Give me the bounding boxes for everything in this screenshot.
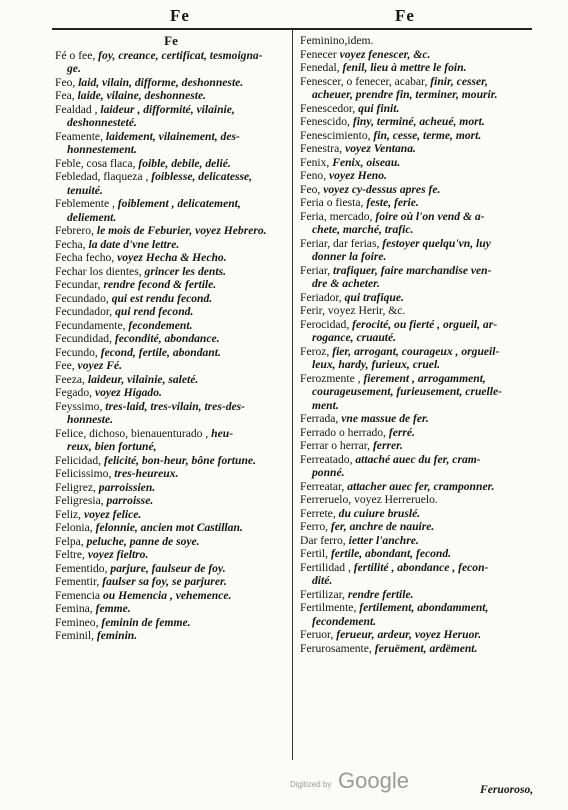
french-definition: felonnie, ancien mot Castillan. — [95, 521, 243, 534]
french-definition: faulser sa foy, se parjurer. — [102, 575, 227, 588]
spanish-headword: Feliz, — [55, 507, 82, 521]
column-divider — [292, 30, 293, 760]
spanish-headword: Feroz, — [300, 344, 330, 358]
french-definition: ferré. — [388, 425, 415, 439]
dictionary-entry — [300, 520, 538, 534]
spanish-headword: Feligresia, — [55, 494, 104, 507]
french-definition: du cuiure bruslé. — [338, 506, 421, 520]
french-definition: feminin. — [96, 629, 138, 642]
dictionary-entry — [300, 412, 538, 426]
french-definition: rogance, cruauté. — [312, 331, 397, 344]
french-definition: vne massue de fer. — [341, 412, 429, 425]
french-definition: peluche, panne de soye. — [86, 534, 200, 548]
french-definition: laideur , difformité, vilainie, — [100, 102, 235, 116]
dictionary-entry — [300, 183, 538, 197]
french-definition: voyez Heno. — [329, 169, 387, 182]
french-definition: tenuité. — [67, 183, 103, 197]
dictionary-entry — [55, 400, 287, 414]
french-definition: laide, vilaine, deshonneste. — [77, 89, 207, 102]
entry-continuation — [55, 440, 287, 454]
french-definition: Fenix, oiseau. — [332, 155, 401, 169]
entry-continuation — [300, 615, 538, 629]
french-definition: foy, creance, certificat, tesmoigna- — [98, 48, 263, 62]
spanish-headword: Felonia, — [55, 521, 93, 534]
french-definition: la date d'vne lettre. — [88, 237, 180, 251]
dictionary-entry — [300, 34, 538, 48]
dictionary-entry — [55, 548, 287, 562]
dictionary-entry — [300, 142, 538, 156]
dictionary-entry — [55, 251, 287, 265]
dictionary-entry — [300, 507, 538, 521]
french-definition: ietter l'anchre. — [348, 533, 419, 547]
spanish-headword: Feminino,idem. — [300, 34, 374, 47]
french-definition: ment. — [312, 398, 339, 412]
dictionary-entry — [55, 49, 287, 63]
spanish-headword: Fealdad , — [55, 102, 98, 116]
spanish-headword: Ferurosamente, — [300, 641, 372, 655]
spanish-headword: Feeza, — [55, 372, 85, 386]
dictionary-entry — [55, 359, 287, 373]
dictionary-entry — [300, 561, 538, 575]
dictionary-entry — [300, 480, 538, 494]
dictionary-entry — [300, 48, 538, 62]
spanish-headword: Felpa, — [55, 534, 84, 548]
spanish-headword: Feriar, dar ferias, — [300, 236, 380, 250]
french-definition: feruëment, ardëment. — [374, 641, 478, 655]
dictionary-entry — [300, 534, 538, 548]
french-definition: fertilement, abondamment, — [359, 601, 489, 614]
dictionary-entry — [55, 602, 287, 616]
dictionary-entry — [300, 601, 538, 615]
french-definition: finir, cesser, — [430, 74, 488, 88]
french-definition: foire où l'on vend & a- — [375, 209, 485, 223]
french-definition: attaché auec du fer, cram- — [355, 452, 481, 466]
spanish-headword: Febrero, — [55, 224, 94, 237]
spanish-headword: Ferro, — [300, 520, 329, 533]
french-definition: voyez fenescer, &c. — [339, 47, 431, 61]
dictionary-entry — [300, 264, 538, 278]
spanish-headword: Feyssimo, — [55, 399, 103, 413]
french-definition: voyez Higado. — [94, 386, 162, 399]
french-definition: ferocité, ou fierté , orgueil, ar- — [352, 317, 498, 331]
spanish-headword: Feltre, — [55, 548, 85, 561]
left-column — [55, 34, 287, 643]
dictionary-entry — [300, 318, 538, 332]
french-definition: finy, terminé, acheué, mort. — [352, 115, 485, 128]
spanish-headword: Fertil, — [300, 547, 329, 560]
french-definition: chete, marché, trafic. — [312, 223, 414, 236]
french-definition: tres-heureux. — [114, 467, 179, 480]
entry-continuation — [300, 399, 538, 413]
french-definition: dité. — [312, 574, 333, 587]
french-definition: fecondement. — [128, 318, 193, 332]
dictionary-entry — [300, 426, 538, 440]
dictionary-entry — [300, 210, 538, 224]
french-definition: voyez Ventana. — [345, 142, 416, 155]
spanish-headword: Fenescido, — [300, 115, 350, 128]
spanish-headword: Feriador, — [300, 290, 342, 304]
dictionary-entry — [55, 535, 287, 549]
french-definition: courageusement, furieusement, cruelle- — [312, 385, 503, 398]
spanish-headword: Ferrado o herrado, — [300, 425, 386, 439]
right-column — [300, 34, 538, 655]
entry-continuation — [300, 277, 538, 291]
dictionary-entry — [55, 238, 287, 252]
french-definition: voyez Fé. — [77, 359, 122, 372]
dictionary-entry — [55, 373, 287, 387]
french-definition: laid, vilain, difforme, deshonneste. — [78, 75, 244, 89]
french-definition: qui rend fecond. — [115, 305, 194, 318]
spanish-headword: Feria, mercado, — [300, 209, 373, 223]
spanish-headword: Ferrete, — [300, 506, 336, 520]
entry-continuation — [55, 184, 287, 198]
french-definition: voyez fieltro. — [87, 548, 149, 561]
spanish-headword: Fertilmente, — [300, 601, 357, 614]
dictionary-entry — [55, 494, 287, 508]
watermark-brand: Google — [338, 768, 409, 793]
spanish-headword: Fé o fee, — [55, 48, 96, 62]
section-heading: Fe — [164, 33, 178, 48]
spanish-headword: Febledad, flaqueza , — [55, 170, 149, 183]
catchword: Feruoroso, — [480, 783, 534, 796]
french-definition: voyez cy-dessus apres fe. — [323, 182, 441, 196]
spanish-headword: Fecha, — [55, 237, 86, 251]
dictionary-entry — [55, 278, 287, 292]
entry-continuation — [300, 223, 538, 237]
dictionary-entry — [55, 265, 287, 279]
french-definition: laidement, vilainement, des- — [105, 129, 240, 143]
french-definition: qui finit. — [358, 101, 400, 115]
spanish-headword: Fenescer, o fenecer, acabar, — [300, 74, 428, 88]
french-definition: fertilité , abondance , fecon- — [353, 560, 489, 574]
dictionary-entry — [55, 170, 287, 184]
entry-continuation — [300, 358, 538, 372]
dictionary-entry — [55, 197, 287, 211]
dictionary-entry — [300, 372, 538, 386]
dictionary-entry — [300, 547, 538, 561]
entry-continuation — [300, 574, 538, 588]
french-definition: dre & acheter. — [312, 277, 380, 290]
spanish-headword: Ferreatado, — [300, 452, 353, 466]
dictionary-entry — [300, 304, 538, 318]
spanish-headword: Fementido, — [55, 561, 108, 575]
spanish-headword: Feblemente , — [55, 197, 115, 210]
dictionary-entry — [300, 628, 538, 642]
french-definition: voyez Hecha & Hecho. — [117, 251, 227, 264]
spanish-headword: Feminil, — [55, 629, 94, 642]
french-definition: honneste. — [67, 413, 114, 426]
dictionary-entry — [300, 237, 538, 251]
french-definition: fin, cesse, terme, mort. — [373, 128, 482, 142]
dictionary-entry — [55, 521, 287, 535]
french-definition: reux, bien fortuné, — [67, 440, 157, 453]
dictionary-entry — [300, 453, 538, 467]
french-definition: ge. — [67, 62, 81, 75]
french-definition: trafiquer, faire marchandise ven- — [333, 263, 492, 277]
spanish-headword: Fegado, — [55, 386, 93, 399]
french-definition: deliement. — [67, 210, 117, 224]
spanish-headword: Feo, — [300, 182, 321, 196]
spanish-headword: Fecha fecho, — [55, 251, 115, 264]
entry-continuation — [55, 211, 287, 225]
spanish-headword: Ferreatar, — [300, 479, 345, 493]
dictionary-entry — [55, 589, 287, 603]
french-definition: foible, debile, delié. — [138, 156, 231, 170]
french-definition: leux, hardy, furieux, cruel. — [312, 358, 441, 371]
entry-continuation — [55, 413, 287, 427]
dictionary-entry — [55, 575, 287, 589]
dictionary-entry — [55, 319, 287, 333]
french-definition: grincer les dents. — [144, 264, 226, 278]
spanish-headword: Fecundamente, — [55, 318, 126, 332]
dictionary-entry — [300, 588, 538, 602]
french-definition: parroisse. — [106, 494, 154, 507]
french-definition: ponné. — [312, 466, 345, 479]
french-definition: felicité, bon-heur, bône fortune. — [103, 453, 256, 467]
french-definition: fierement , arrogamment, — [363, 371, 486, 385]
watermark-prefix: Digitized by — [290, 780, 332, 789]
french-definition: rendre fecond & fertile. — [103, 278, 217, 291]
spanish-headword: Fecundo, — [55, 345, 98, 359]
spanish-headword: Fenestra, — [300, 142, 343, 155]
entry-continuation — [300, 331, 538, 345]
dictionary-entry — [55, 346, 287, 360]
dictionary-entry — [55, 332, 287, 346]
dictionary-entry — [300, 75, 538, 89]
dictionary-entry — [300, 642, 538, 656]
dictionary-entry — [55, 562, 287, 576]
spanish-headword: Fecundado, — [55, 291, 109, 305]
spanish-headword: Fecundar, — [55, 278, 101, 291]
dictionary-entry — [55, 305, 287, 319]
french-definition: laideur, vilainie, saleté. — [87, 372, 199, 386]
french-definition: fer, anchre de nauire. — [330, 520, 435, 533]
spanish-headword: Feria o fiesta, — [300, 196, 364, 209]
spanish-headword: Femineo, — [55, 615, 99, 629]
dictionary-entry — [300, 102, 538, 116]
entry-continuation — [55, 116, 287, 130]
french-definition: femme. — [95, 602, 131, 615]
french-definition: fecondité, abondance. — [114, 332, 220, 345]
french-definition: deshonnesteté. — [67, 116, 137, 129]
entry-continuation — [300, 385, 538, 399]
spanish-headword: Feno, — [300, 169, 327, 182]
spanish-headword: Fenecer — [300, 47, 337, 61]
dictionary-entry — [55, 292, 287, 306]
dictionary-entry — [300, 115, 538, 129]
french-definition: le mois de Feburier, voyez Hebrero. — [96, 224, 267, 237]
spanish-headword: Fenescimiento, — [300, 128, 371, 142]
dictionary-entry — [55, 89, 287, 103]
french-definition: tres-laid, tres-vilain, tres-des- — [105, 399, 246, 413]
spanish-headword: Femina, — [55, 602, 93, 615]
dictionary-entry — [55, 629, 287, 643]
spanish-headword: Dar ferro, — [300, 533, 346, 547]
dictionary-entry — [55, 616, 287, 630]
spanish-headword: Ferir, voyez Herir, &c. — [300, 304, 406, 317]
spanish-headword: Fementir, — [55, 575, 100, 588]
french-definition: qui trafique. — [344, 290, 404, 304]
spanish-headword: Fee, — [55, 359, 75, 372]
spanish-headword: Feamente, — [55, 129, 103, 143]
spanish-headword: Fenescedor, — [300, 101, 356, 115]
spanish-headword: Feo, — [55, 75, 76, 89]
spanish-headword: Feriar, — [300, 263, 331, 277]
spanish-headword: Femencia — [55, 588, 101, 602]
french-definition: parroissien. — [98, 480, 156, 494]
spanish-headword: Fea, — [55, 89, 75, 102]
dictionary-entry — [55, 103, 287, 117]
french-definition: ou Hemencia , vehemence. — [102, 588, 232, 602]
french-definition: qui est rendu fecond. — [111, 291, 213, 305]
spanish-headword: Felicidad, — [55, 453, 102, 467]
dictionary-entry — [300, 345, 538, 359]
entry-continuation — [300, 466, 538, 480]
dictionary-entry — [55, 157, 287, 171]
french-definition: foiblesse, delicatesse, — [151, 170, 253, 183]
spanish-headword: Ferocidad, — [300, 317, 350, 331]
french-definition: fertile, abondant, fecond. — [330, 547, 452, 560]
dictionary-entry — [300, 439, 538, 453]
french-definition: feste, ferie. — [366, 196, 419, 209]
running-head-left: Fe — [170, 6, 190, 25]
french-definition: acheuer, prendre fin, terminer, mourir. — [312, 88, 498, 101]
spanish-headword: Ferozmente , — [300, 371, 361, 385]
french-definition: donner la foire. — [312, 250, 387, 263]
dictionary-entry — [300, 169, 538, 183]
spanish-headword: Fertilizar, — [300, 587, 345, 601]
french-definition: heu- — [211, 426, 234, 440]
french-definition: attacher auec fer, cramponner. — [347, 479, 495, 493]
dictionary-entry — [55, 454, 287, 468]
spanish-headword: Fenix, — [300, 155, 330, 169]
dictionary-entry — [55, 481, 287, 495]
french-definition: fecond, fertile, abondant. — [100, 345, 221, 359]
dictionary-entry — [300, 61, 538, 75]
spanish-headword: Feligrez, — [55, 480, 96, 494]
entry-continuation — [55, 62, 287, 76]
french-definition: parjure, faulseur de foy. — [110, 561, 226, 575]
spanish-headword: Fecundador, — [55, 305, 113, 318]
spanish-headword: Fechar los dientes, — [55, 264, 142, 278]
dictionary-entry — [55, 76, 287, 90]
dictionary-entry — [55, 224, 287, 238]
entry-continuation — [55, 143, 287, 157]
spanish-headword: Fenedal, — [300, 61, 340, 74]
spanish-headword: Felicissimo, — [55, 467, 112, 480]
dictionary-entry — [55, 386, 287, 400]
french-definition: voyez felice. — [84, 507, 142, 521]
spanish-headword: Fertilidad , — [300, 560, 351, 574]
french-definition: fecondement. — [312, 614, 377, 628]
french-definition: fenil, lieu à mettre le foin. — [342, 61, 467, 74]
dictionary-entry — [300, 129, 538, 143]
spanish-headword: Felice, dichoso, bienauenturado , — [55, 426, 209, 440]
dictionary-entry — [55, 427, 287, 441]
spanish-headword: Feruor, — [300, 628, 334, 641]
spanish-headword: Feble, cosa flaca, — [55, 156, 136, 170]
french-definition: ferrer. — [372, 439, 403, 452]
french-definition: ferueur, ardeur, voyez Heruor. — [336, 628, 482, 641]
french-definition: rendre fertile. — [347, 587, 414, 601]
dictionary-entry — [300, 291, 538, 305]
dictionary-entry — [55, 508, 287, 522]
french-definition: fier, arrogant, courageux , orgueil- — [332, 344, 500, 358]
dictionary-entry — [300, 196, 538, 210]
dictionary-entry — [55, 130, 287, 144]
spanish-headword: Fecundidad, — [55, 332, 112, 345]
spanish-headword: Ferreruelo, voyez Herreruelo. — [300, 493, 438, 506]
french-definition: foiblement , delicatement, — [117, 197, 241, 210]
french-definition: festoyer quelqu'vn, luy — [382, 236, 491, 250]
dictionary-entry — [300, 493, 538, 507]
french-definition: honnestement. — [67, 143, 137, 156]
dictionary-entry — [300, 156, 538, 170]
running-head-right: Fe — [395, 6, 415, 25]
entry-continuation — [300, 88, 538, 102]
spanish-headword: Ferrada, — [300, 412, 339, 425]
spanish-headword: Ferrar o herrar, — [300, 439, 371, 452]
entry-continuation — [300, 250, 538, 264]
dictionary-entry — [55, 467, 287, 481]
french-definition: feminin de femme. — [101, 615, 191, 629]
